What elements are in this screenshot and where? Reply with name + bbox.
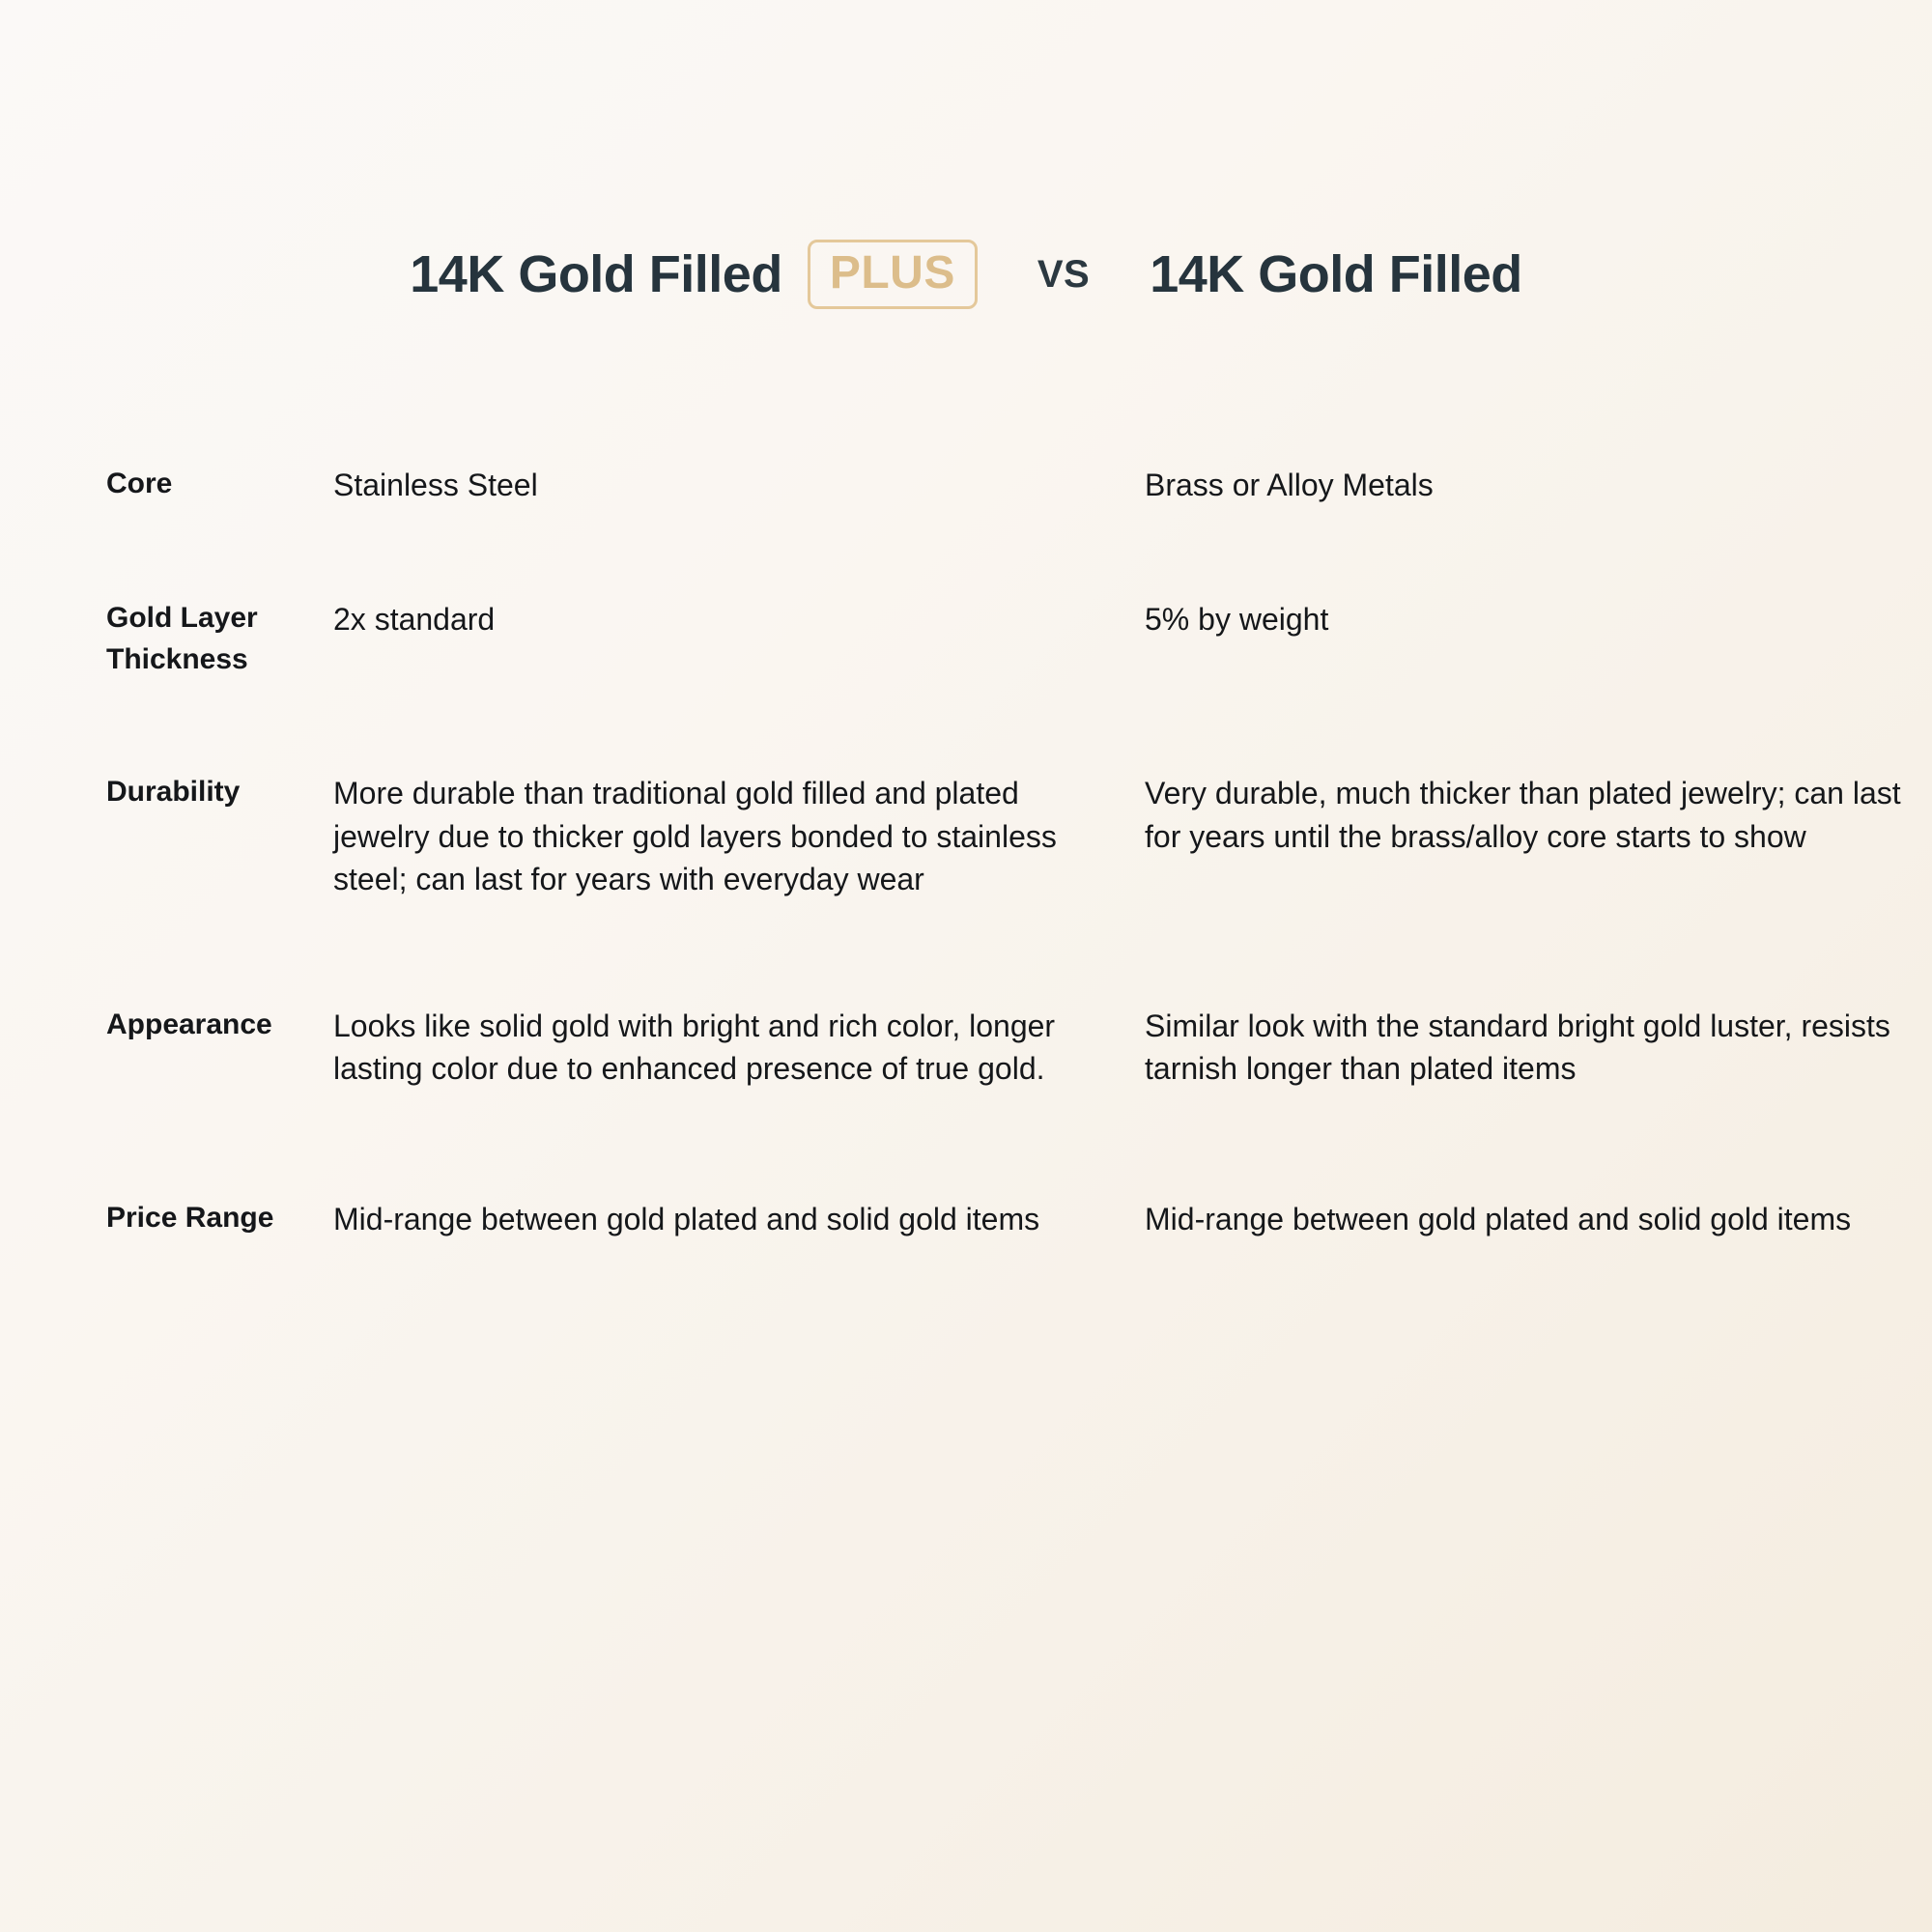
row-value-plus-durability: More durable than traditional gold filled and plated jewelry due to thicker gold layers bonded to stainless steel; can last for years with everyday wear bbox=[333, 776, 1057, 896]
table-row bbox=[0, 1005, 1932, 1090]
comparison-table bbox=[0, 464, 1932, 1240]
table-row bbox=[0, 772, 1932, 899]
row-label-price: Price Range bbox=[106, 1202, 274, 1235]
row-value-standard-core: Brass or Alloy Metals bbox=[1145, 468, 1434, 502]
plus-badge: PLUS bbox=[808, 240, 978, 309]
row-value-standard-appearance: Similar look with the standard bright gold luster, resists tarnish longer than plated items bbox=[1145, 1008, 1890, 1086]
table-row bbox=[0, 464, 1932, 506]
table-row bbox=[0, 1198, 1932, 1240]
row-value-standard-durability: Very durable, much thicker than plated jewelry; can last for years until the brass/alloy core starts to show bbox=[1145, 776, 1901, 854]
table-row bbox=[0, 598, 1932, 680]
row-label-appearance: Appearance bbox=[106, 1008, 272, 1040]
row-value-standard-thickness: 5% by weight bbox=[1145, 602, 1329, 638]
row-label-durability: Durability bbox=[106, 776, 241, 809]
left-product-title bbox=[410, 240, 978, 309]
row-value-plus-appearance: Looks like solid gold with bright and rich color, longer lasting color due to enhanced presence of true gold. bbox=[333, 1008, 1056, 1086]
vs-separator: VS bbox=[1037, 252, 1091, 296]
row-label-core: Core bbox=[106, 468, 173, 499]
row-value-standard-price: Mid-range between gold plated and solid gold items bbox=[1145, 1202, 1852, 1237]
row-value-plus-core: Stainless Steel bbox=[333, 468, 538, 502]
left-title-text: 14K Gold Filled bbox=[410, 245, 782, 303]
comparison-header bbox=[0, 240, 1932, 309]
right-product-title: 14K Gold Filled bbox=[1150, 245, 1522, 303]
row-label-thickness: Gold Layer Thickness bbox=[106, 602, 258, 675]
row-value-plus-thickness: 2x standard bbox=[333, 602, 496, 638]
row-value-plus-price: Mid-range between gold plated and solid gold items bbox=[333, 1202, 1040, 1237]
